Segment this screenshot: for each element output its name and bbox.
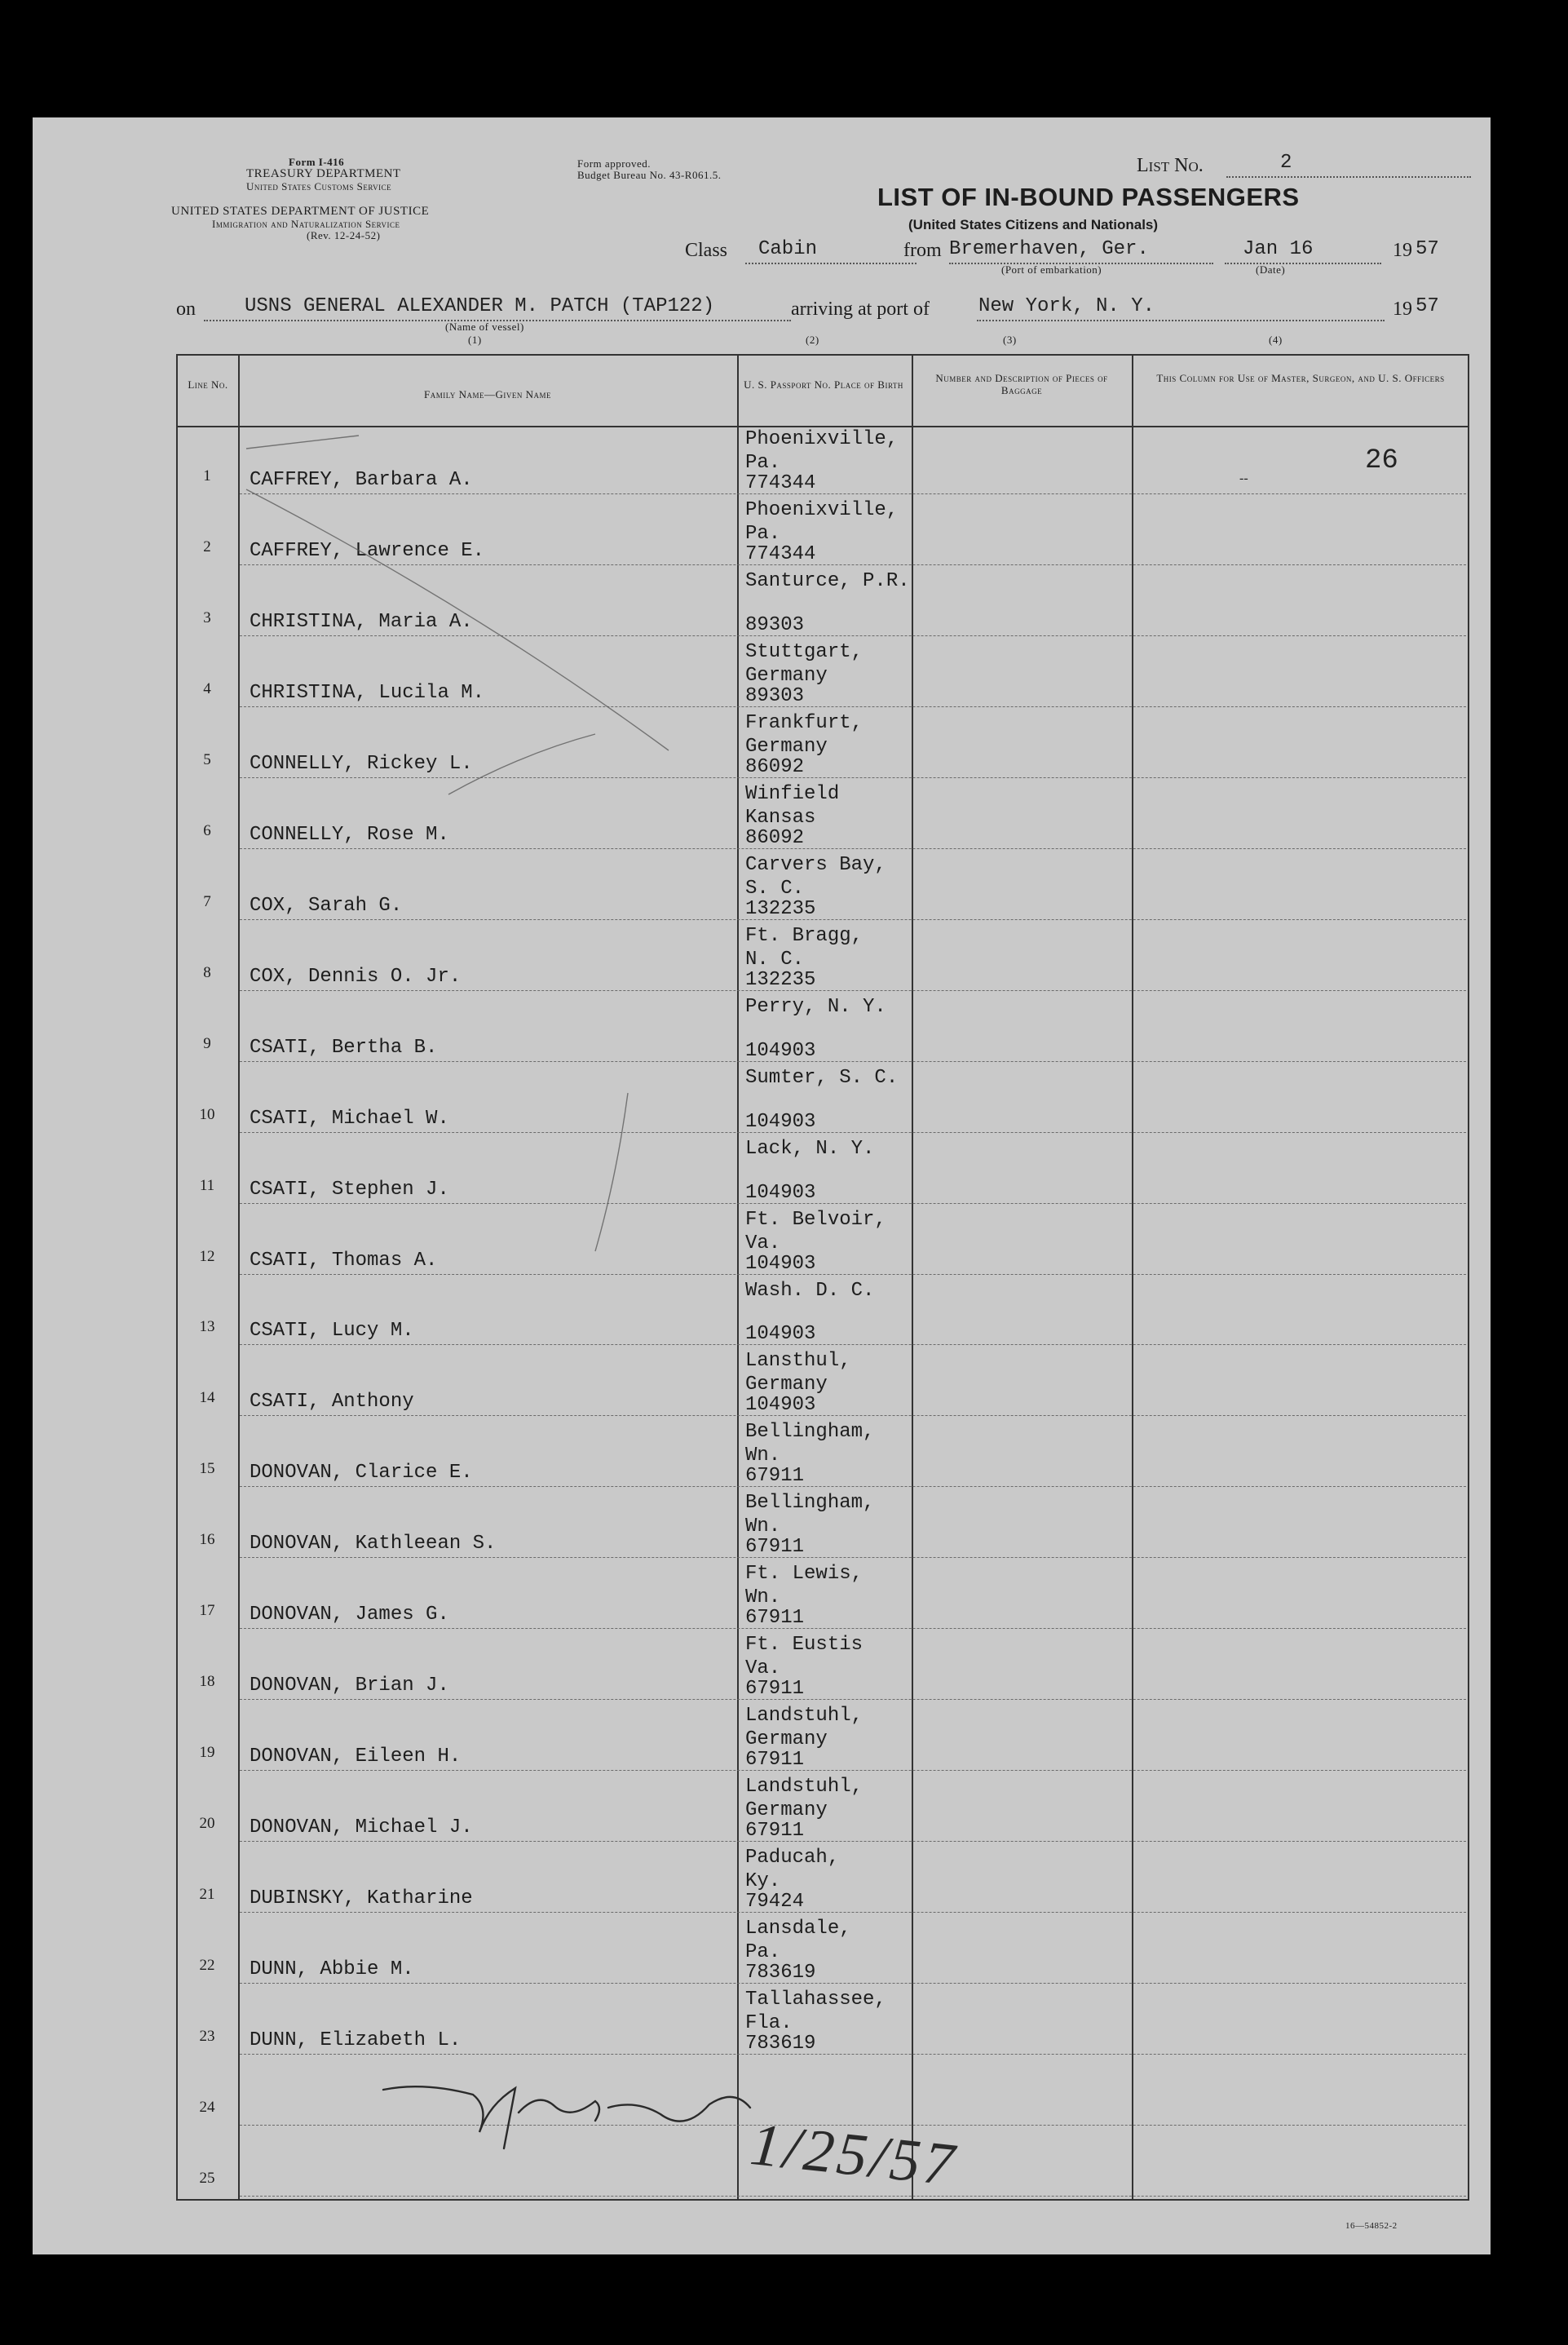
row-8-passport-no: 132235 <box>745 968 816 991</box>
row-1-line-no: 1 <box>203 467 211 484</box>
vessel-caption: (Name of vessel) <box>445 321 524 333</box>
row-21-passport-no: 79424 <box>745 1891 805 1914</box>
row-4-passport-no: 89303 <box>745 684 805 707</box>
row-3-place-of-birth: Santurce, P.R. <box>745 569 910 592</box>
row-16-line-no: 16 <box>199 1531 215 1549</box>
row-6-line-no: 6 <box>203 821 211 839</box>
row-11-line-no: 11 <box>199 1176 215 1194</box>
row-16-name: DONOVAN, Kathleean S. <box>250 1533 497 1555</box>
row-13-passport-no: 104903 <box>745 1323 816 1346</box>
col-4-marker: (4) <box>1269 334 1283 346</box>
form-number: Form I-416 <box>289 156 345 168</box>
vessel-name: USNS GENERAL ALEXANDER M. PATCH (TAP122) <box>245 295 715 317</box>
row-10-name: CSATI, Michael W. <box>250 1107 449 1130</box>
manifest-sheet <box>33 117 1491 2254</box>
row-15-place-of-birth: Bellingham, Wn. <box>745 1421 875 1467</box>
row-2-line-no: 2 <box>203 538 211 555</box>
row-3-passport-no: 89303 <box>745 613 805 636</box>
row-19-passport-no: 67911 <box>745 1749 805 1772</box>
row-9-name: CSATI, Bertha B. <box>250 1036 438 1059</box>
revision-date: (Rev. 12-24-52) <box>307 229 381 241</box>
row-19-place-of-birth: Landstuhl, Germany <box>745 1705 864 1751</box>
row-17-line-no: 17 <box>199 1602 215 1620</box>
row-7-passport-no: 132235 <box>745 897 816 920</box>
row-7-name: COX, Sarah G. <box>250 894 403 917</box>
row-8-line-no: 8 <box>203 963 211 981</box>
row-3-line-no: 3 <box>203 608 211 626</box>
row-14-line-no: 14 <box>199 1389 215 1407</box>
row-16-place-of-birth: Bellingham, Wn. <box>745 1492 875 1538</box>
officer-dash-mark: -- <box>1239 471 1248 485</box>
col-3-marker: (3) <box>1003 334 1017 346</box>
row-6-passport-no: 86092 <box>745 826 805 849</box>
justice-department: UNITED STATES DEPARTMENT OF JUSTICE <box>171 205 430 218</box>
row-19-name: DONOVAN, Eileen H. <box>250 1745 462 1768</box>
row-23-line-no: 23 <box>199 2028 215 2046</box>
row-19-line-no: 19 <box>199 1744 215 1762</box>
row-6-place-of-birth: Winfield Kansas <box>745 782 840 829</box>
row-10-line-no: 10 <box>199 1105 215 1123</box>
row-17-passport-no: 67911 <box>745 1607 805 1630</box>
row-2-place-of-birth: Phoenixville, Pa. <box>745 498 899 545</box>
row-1-name: CAFFREY, Barbara A. <box>250 468 473 491</box>
arrival-port: New York, N. Y. <box>978 295 1155 317</box>
row-1-place-of-birth: Phoenixville, Pa. <box>745 428 899 474</box>
row-8-name: COX, Dennis O. Jr. <box>250 965 462 988</box>
row-22-passport-no: 783619 <box>745 1962 816 1984</box>
header-name: Family Name—Given Name <box>424 388 551 400</box>
row-18-passport-no: 67911 <box>745 1678 805 1701</box>
row-20-name: DONOVAN, Michael J. <box>250 1816 473 1839</box>
row-17-place-of-birth: Ft. Lewis, Wn. <box>745 1563 864 1609</box>
row-15-line-no: 15 <box>199 1460 215 1478</box>
treasury-department: TREASURY DEPARTMENT <box>246 167 401 180</box>
budget-bureau: Budget Bureau No. 43-R061.5. <box>577 169 722 181</box>
date-value: Jan 16 <box>1243 238 1314 260</box>
footer-code: 16—54852-2 <box>1345 2221 1398 2231</box>
row-13-name: CSATI, Lucy M. <box>250 1320 414 1343</box>
row-5-place-of-birth: Frankfurt, Germany <box>745 711 864 758</box>
from-label: from <box>903 240 942 261</box>
row-12-name: CSATI, Thomas A. <box>250 1249 438 1272</box>
row-4-line-no: 4 <box>203 679 211 697</box>
row-8-place-of-birth: Ft. Bragg, N. C. <box>745 924 864 971</box>
row-1-passport-no: 774344 <box>745 471 816 494</box>
row-23-name: DUNN, Elizabeth L. <box>250 2029 462 2052</box>
row-11-place-of-birth: Lack, N. Y. <box>745 1137 875 1160</box>
row-2-name: CAFFREY, Lawrence E. <box>250 539 485 562</box>
row-18-name: DONOVAN, Brian J. <box>250 1675 449 1697</box>
row-20-place-of-birth: Landstuhl, Germany <box>745 1776 864 1822</box>
officer-annotation: 26 <box>1365 445 1398 476</box>
row-11-passport-no: 104903 <box>745 1181 816 1204</box>
row-22-line-no: 22 <box>199 1957 215 1975</box>
row-21-name: DUBINSKY, Katharine <box>250 1887 473 1910</box>
row-23-place-of-birth: Tallahassee, Fla. <box>745 1989 886 2035</box>
signature <box>383 2086 750 2148</box>
document-subtitle: (United States Citizens and Nationals) <box>908 217 1159 232</box>
col-2-marker: (2) <box>806 334 819 346</box>
row-14-name: CSATI, Anthony <box>250 1391 414 1414</box>
row-17-name: DONOVAN, James G. <box>250 1604 449 1626</box>
row-9-passport-no: 104903 <box>745 1039 816 1062</box>
arriving-label: arriving at port of <box>791 299 930 320</box>
row-22-place-of-birth: Lansdale, Pa. <box>745 1918 851 1964</box>
row-4-name: CHRISTINA, Lucila M. <box>250 681 485 704</box>
row-7-line-no: 7 <box>203 892 211 910</box>
row-18-place-of-birth: Ft. Eustis Va. <box>745 1634 864 1680</box>
row-7-place-of-birth: Carvers Bay, S. C. <box>745 853 886 900</box>
row-14-passport-no: 104903 <box>745 1394 816 1417</box>
row-3-name: CHRISTINA, Maria A. <box>250 610 473 633</box>
year-prefix-2: 19 <box>1393 299 1412 320</box>
row-23-passport-no: 783619 <box>745 2033 816 2055</box>
row-10-passport-no: 104903 <box>745 1110 816 1133</box>
year-value-1: 57 <box>1416 238 1439 260</box>
pencil-marks <box>33 117 1491 2254</box>
row-13-line-no: 13 <box>199 1318 215 1336</box>
row-2-passport-no: 774344 <box>745 542 816 565</box>
header-officers: This Column for Use of Master, Surgeon, and U. S. Officers <box>1156 372 1445 384</box>
row-21-place-of-birth: Paducah, Ky. <box>745 1847 840 1893</box>
row-6-name: CONNELLY, Rose M. <box>250 823 449 846</box>
row-20-line-no: 20 <box>199 1815 215 1833</box>
col-1-marker: (1) <box>468 334 482 346</box>
header-baggage: Number and Description of Pieces of Baggage <box>935 372 1108 396</box>
row-14-place-of-birth: Lansthul, Germany <box>745 1350 851 1396</box>
row-18-line-no: 18 <box>199 1673 215 1691</box>
row-10-place-of-birth: Sumter, S. C. <box>745 1066 899 1089</box>
row-16-passport-no: 67911 <box>745 1536 805 1559</box>
row-5-passport-no: 86092 <box>745 755 805 778</box>
immigration-service: Immigration and Naturalization Service <box>212 218 400 230</box>
date-caption: (Date) <box>1256 263 1286 276</box>
year-prefix-1: 19 <box>1393 240 1412 261</box>
list-no-label: List No. <box>1137 155 1204 176</box>
row-5-line-no: 5 <box>203 750 211 768</box>
row-12-passport-no: 104903 <box>745 1252 816 1275</box>
port-embark-caption: (Port of embarkation) <box>1001 263 1102 276</box>
header-line-no: Line No. <box>188 378 228 391</box>
header-passport: U. S. Passport No. Place of Birth <box>744 378 903 391</box>
row-9-place-of-birth: Perry, N. Y. <box>745 995 886 1018</box>
class-label: Class <box>685 240 728 261</box>
row-9-line-no: 9 <box>203 1034 211 1052</box>
signature-date: 1/25/57 <box>747 2110 961 2200</box>
row-20-passport-no: 67911 <box>745 1820 805 1843</box>
row-21-line-no: 21 <box>199 1886 215 1904</box>
from-value: Bremerhaven, Ger. <box>949 238 1149 260</box>
row-5-name: CONNELLY, Rickey L. <box>250 752 473 775</box>
list-no-value: 2 <box>1280 152 1292 174</box>
document-title: LIST OF IN-BOUND PASSENGERS <box>877 183 1300 211</box>
customs-service: United States Customs Service <box>246 180 392 192</box>
class-value: Cabin <box>758 238 818 260</box>
form-approved: Form approved. <box>577 157 651 170</box>
row-11-name: CSATI, Stephen J. <box>250 1178 449 1201</box>
row-13-place-of-birth: Wash. D. C. <box>745 1279 875 1302</box>
row-15-name: DONOVAN, Clarice E. <box>250 1462 473 1484</box>
row-12-place-of-birth: Ft. Belvoir, Va. <box>745 1208 886 1254</box>
row-24-line-no: 24 <box>199 2099 215 2117</box>
year-value-2: 57 <box>1416 295 1439 317</box>
row-22-name: DUNN, Abbie M. <box>250 1958 414 1981</box>
row-15-passport-no: 67911 <box>745 1465 805 1488</box>
row-12-line-no: 12 <box>199 1247 215 1265</box>
on-label: on <box>176 299 196 320</box>
row-25-line-no: 25 <box>199 2170 215 2187</box>
row-4-place-of-birth: Stuttgart, Germany <box>745 640 864 687</box>
